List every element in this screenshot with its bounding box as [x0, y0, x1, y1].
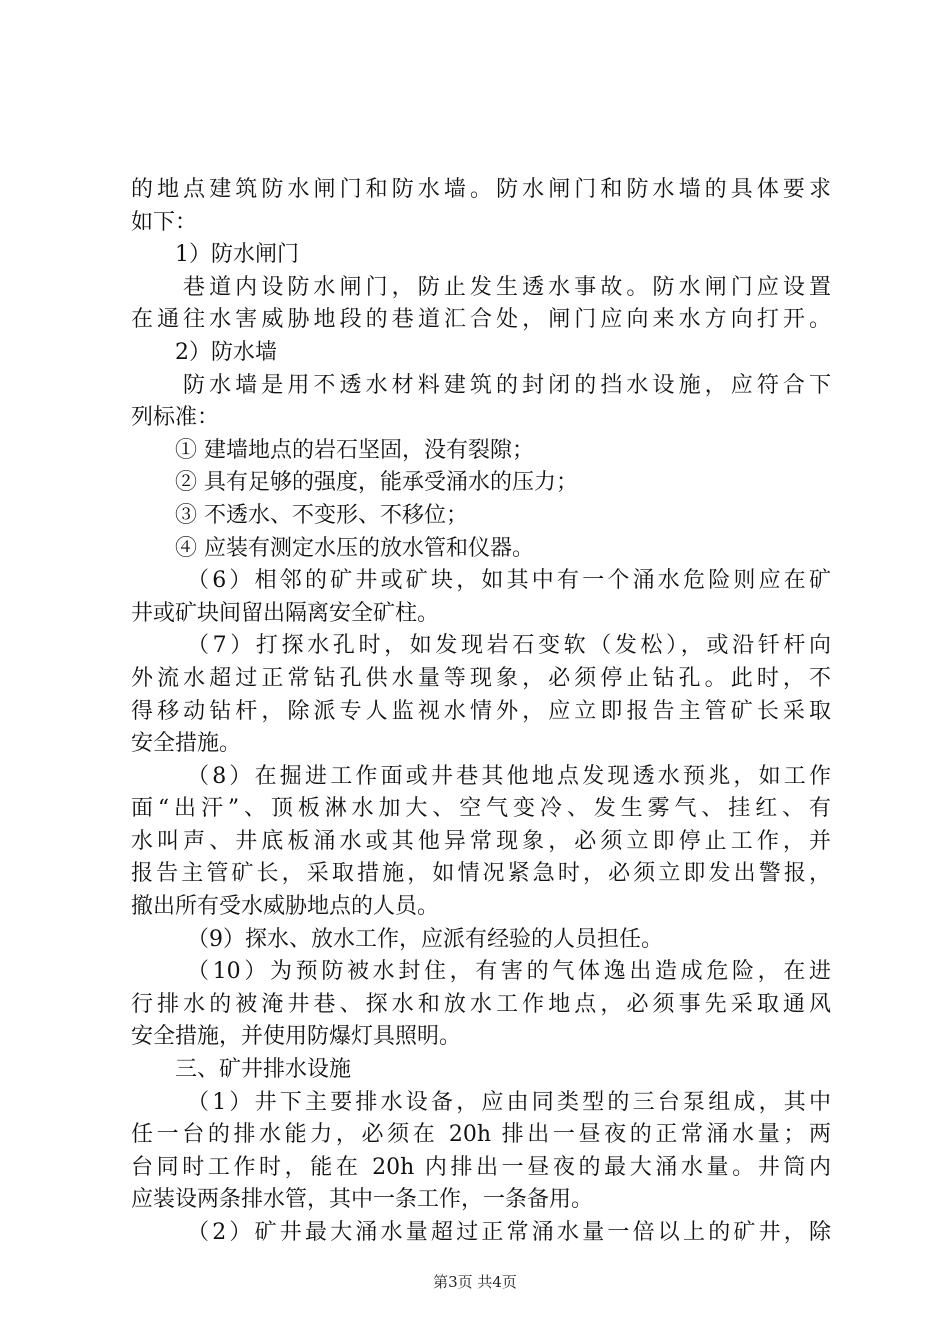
text-line: （1）井下主要排水设备，应由同类型的三台泵组成，其中: [187, 1089, 831, 1115]
list-item: ③ 不透水、不变形、不移位；: [175, 502, 468, 528]
text-line: 列标准：: [131, 405, 220, 431]
page-footer: [0, 1272, 950, 1292]
text-line: 报告主管矿长，采取措施，如情况紧急时，必须立即发出警报，: [131, 861, 831, 887]
text-line: 巷道内设防水闸门，防止发生透水事故。防水闸门应设置: [183, 274, 831, 300]
list-item: ② 具有足够的强度，能承受涌水的压力；: [175, 470, 578, 496]
list-item: ① 建墙地点的岩石坚固，没有裂隙；: [175, 437, 534, 463]
text-line: （10）为预防被水封住，有害的气体逸出造成危险，在进: [187, 959, 831, 985]
text-line: 得移动钻杆，除派专人监视水情外，应立即报告主管矿长采取: [131, 698, 831, 724]
text-line: 在通往水害威胁地段的巷道汇合处，闸门应向来水方向打开。: [131, 307, 831, 333]
text-line: 应装设两条排水管，其中一条工作，一条备用。: [131, 1187, 594, 1213]
page-number-label: 第3页 共4页: [433, 1273, 517, 1291]
text-line: 行排水的被淹井巷、探水和放水工作地点，必须事先采取通风: [131, 991, 831, 1017]
text-line: （8）在掘进工作面或井巷其他地点发现透水预兆，如工作: [187, 763, 831, 789]
text-line: 防水墙是用不透水材料建筑的封闭的挡水设施，应符合下: [183, 372, 831, 398]
text-line: 撤出所有受水威胁地点的人员。: [131, 894, 440, 920]
text-line: 安全措施，并使用防爆灯具照明。: [131, 1024, 462, 1050]
text-line: 水叫声、井底板涌水或其他异常现象，必须立即停止工作，并: [131, 828, 831, 854]
text-line: 外流水超过正常钻孔供水量等现象，必须停止钻孔。此时，不: [131, 665, 831, 691]
text-line: 的地点建筑防水闸门和防水墙。防水闸门和防水墙的具体要求: [131, 177, 831, 202]
document-body: [131, 174, 831, 1250]
text-line: （6）相邻的矿井或矿块，如其中有一个涌水危险则应在矿: [187, 568, 831, 594]
text-line: 面“出汗”、顶板淋水加大、空气变冷、发生雾气、挂红、有: [131, 796, 831, 822]
text-line: 台同时工作时，能在 20h 内排出一昼夜的最大涌水量。井筒内: [131, 1154, 831, 1180]
section-heading: 三、矿井排水设施: [175, 1057, 352, 1083]
text-line: （7）打探水孔时，如发现岩石变软（发松），或沿钎杆向: [187, 633, 831, 659]
text-line: （2）矿井最大涌水量超过正常涌水量一倍以上的矿井，除: [187, 1220, 831, 1245]
section-heading: 1）防水闸门: [175, 242, 299, 268]
text-line: 井或矿块间留出隔离安全矿柱。: [131, 600, 440, 626]
text-line: （9）探水、放水工作，应派有经验的人员担任。: [187, 926, 663, 952]
text-line: 任一台的排水能力，必须在 20h 排出一昼夜的正常涌水量；两: [131, 1122, 831, 1148]
text-line: 如下：: [131, 209, 198, 235]
section-heading: 2）防水墙: [175, 339, 277, 365]
text-line: 安全措施。: [131, 731, 242, 757]
list-item: ④ 应装有测定水压的放水管和仪器。: [175, 535, 534, 561]
